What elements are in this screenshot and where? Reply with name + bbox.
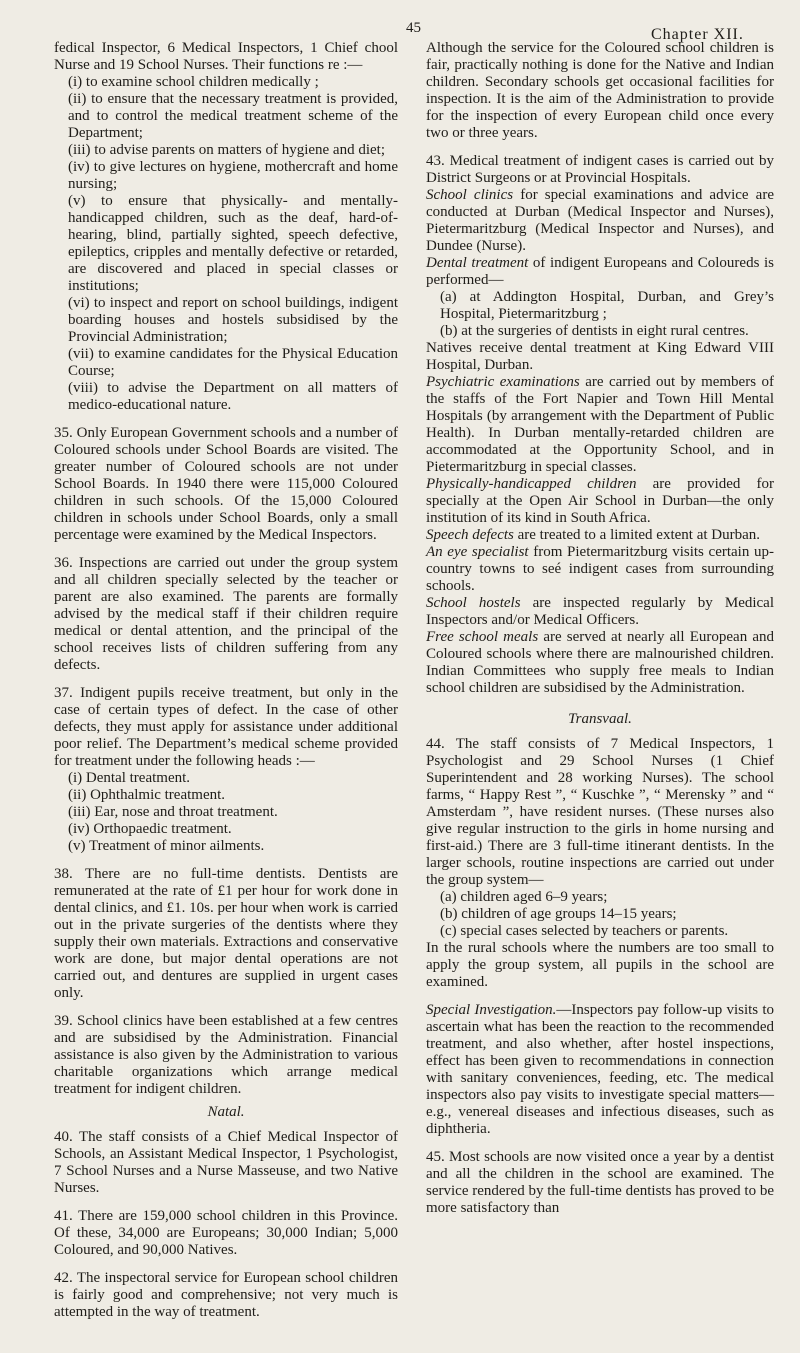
- paragraph-40: 40. The staff consists of a Chief Medical Inspector of Schools, an Assistant Medical Inspector, 1 Psychologist, 7 School Nurses and a Nurse Masseuse, and two Native Nurses.: [54, 1129, 398, 1196]
- psychiatric-paragraph: [426, 374, 774, 476]
- speech-defects-paragraph: [426, 527, 774, 544]
- eye-specialist-lead: An eye specialist: [426, 544, 529, 560]
- paragraph-42: 42. The inspectoral service for European school children is fairly good and comprehensive; not very much is attempted in the way of treatment.: [54, 1270, 398, 1320]
- speech-defects-text: are treated to a limited extent at Durban.: [513, 527, 761, 543]
- physically-handicapped-paragraph: [426, 476, 774, 527]
- free-meals-text: are served at nearly all European and Coloured schools where there are malnourished children. Indian Committees who supply free meals to Indian school children are subsidised by the Administration.: [426, 629, 774, 696]
- paragraph-45: 45. Most schools are now visited once a year by a dentist and all the children in the school are examined. The service rendered by the full-time dentists has proved to be more satisfactory than: [426, 1149, 774, 1216]
- dental-treatment-lead: Dental treatment: [426, 255, 529, 271]
- treatment-item: (v) Treatment of minor ailments.: [68, 838, 265, 854]
- function-item: (iii) to advise parents on matters of hygiene and diet;: [68, 142, 385, 158]
- paragraph-43: 43. Medical treatment of indigent cases is carried out by District Surgeons or at Provincial Hospitals.: [426, 153, 774, 186]
- paragraph-39: 39. School clinics have been established at a few centres and are subsidised by the Administration. Financial assistance is also given by the Administration to various charitable organizations which arrange medical treatment for indigent children.: [54, 1013, 398, 1097]
- dental-treatment-paragraph: [426, 255, 774, 289]
- school-hostels-text: are inspected regularly by Medical Inspectors and/or Medical Officers.: [426, 595, 774, 628]
- eye-specialist-paragraph: [426, 544, 774, 595]
- school-clinics-lead: School clinics: [426, 187, 514, 203]
- special-investigation-lead: Special Investigation.: [426, 1002, 557, 1018]
- natives-paragraph: Natives receive dental treatment at King Edward VIII Hospital, Durban.: [426, 340, 774, 373]
- right-column: [426, 40, 774, 1228]
- school-clinics-text: for special examinations and advice are conducted at Durban (Medical Inspector and Nurses), Pietermaritzburg (Medical Inspector and Nurses), and Dundee (Nurse).: [426, 187, 774, 254]
- school-hostels-lead: School hostels: [426, 595, 521, 611]
- treatment-item: (iv) Orthopaedic treatment.: [68, 821, 232, 837]
- function-item: (v) to ensure that physically- and mentally-handicapped children, such as the deaf, hard-of-hearing, blind, partially sighted, speech defective, epileptics, cripples and mentally defective or retarded, are discovered and placed in special classes or institutions;: [68, 193, 398, 294]
- paragraph-41: 41. There are 159,000 school children in this Province. Of these, 34,000 are Europeans; 30,000 Indian; 5,000 Coloured, and 90,000 Natives.: [54, 1208, 398, 1258]
- rural-schools-paragraph: In the rural schools where the numbers are too small to apply the group system, all pupils in the school are examined.: [426, 940, 774, 990]
- paragraph-37: 37. Indigent pupils receive treatment, but only in the case of certain types of defect. In the case of other defects, they must apply for assistance under additional poor relief. The Department’s medical scheme provided for treatment under the following heads :—: [54, 685, 398, 769]
- function-item: (ii) to ensure that the necessary treatment is provided, and to control the medical treatment scheme of the Department;: [68, 91, 398, 141]
- natal-heading: Natal.: [207, 1104, 245, 1120]
- special-investigation-paragraph: [426, 1002, 774, 1138]
- psychiatric-lead: Psychiatric examinations: [426, 374, 580, 390]
- group-list-item: (a) children aged 6–9 years;: [440, 889, 608, 905]
- transvaal-heading: Transvaal.: [568, 711, 632, 727]
- treatment-item: (i) Dental treatment.: [68, 770, 191, 786]
- physically-handicapped-lead: Physically-handicapped children: [426, 476, 637, 492]
- eye-specialist-text: from Pietermaritzburg visits certain up-country towns to seé indigent cases from surrounding schools.: [426, 544, 774, 594]
- function-item: (i) to examine school children medically ;: [68, 74, 319, 90]
- dental-treatment-text: of indigent Europeans and Coloureds is performed—: [426, 255, 774, 288]
- paragraph-38: 38. There are no full-time dentists. Dentists are remunerated at the rate of £1 per hour for work done in dental clinics, and £1. 10s. per hour when work is carried out in the private surgeries of the dentists where they supply their own materials. Extractions and conservative work are done, but major dental operations are not carried out, and dentures are supplied in urgent cases only.: [54, 866, 398, 1001]
- group-list-item: (b) children of age groups 14–15 years;: [440, 906, 677, 922]
- free-meals-paragraph: [426, 629, 774, 697]
- school-clinics-paragraph: [426, 187, 774, 255]
- intro-paragraph: fedical Inspector, 6 Medical Inspectors, 1 Chief chool Nurse and 19 School Nurses. Their functions re :—: [54, 40, 398, 73]
- dental-list-item: (b) at the surgeries of dentists in eight rural centres.: [440, 323, 749, 339]
- paragraph-35: 35. Only European Government schools and a number of Coloured schools under School Boards are visited. The greater number of Coloured schools are not under School Boards. In 1940 there were 115,000 Coloured children in such schools. Of the 15,000 Coloured children in schools under School Boards, only a small percentage were examined by the Medical Inspectors.: [54, 425, 398, 543]
- function-item: (vi) to inspect and report on school buildings, indigent boarding houses and hostels subsidised by the Provincial Administration;: [68, 295, 398, 345]
- group-list-item: (c) special cases selected by teachers or parents.: [440, 923, 729, 939]
- free-meals-lead: Free school meals: [426, 629, 539, 645]
- paragraph-44: 44. The staff consists of 7 Medical Inspectors, 1 Psychologist and 29 School Nurses (1 Chief Superintendent and 28 working Nurses). The school farms, “ Happy Rest ”, “ Kuschke ”, “ Merensky ” and “ Amsterdam ”, have resident nurses. (These nurses also give regular instruction to the girls in home nursing and first-aid.) There are 3 full-time itinerant dentists. In the larger schools, routine inspections are carried out under the group system—: [426, 736, 774, 888]
- chapter-heading: Chapter XII.: [651, 26, 744, 43]
- dental-list-item: (a) at Addington Hospital, Durban, and Grey’s Hospital, Pietermaritzburg ;: [440, 289, 774, 322]
- continued-paragraph: Although the service for the Coloured school children is fair, practically nothing is done for the Native and Indian children. Secondary schools get occasional facilities for inspection. It is the aim of the Administration to provide for the inspection of every European child once every two or three years.: [426, 40, 774, 141]
- physically-handicapped-text: are provided for specially at the Open Air School in Durban—the only institution of its kind in South Africa.: [426, 476, 774, 526]
- treatment-item: (iii) Ear, nose and throat treatment.: [68, 804, 278, 820]
- left-column: [54, 40, 398, 1332]
- school-hostels-paragraph: [426, 595, 774, 629]
- psychiatric-text: are carried out by members of the staffs of the Fort Napier and Town Hill Mental Hospitals (by arrangement with the Department of Public Health). In Durban mentally-retarded children are accommodated at the Opportunity School, and in Pietermaritzburg in special classes.: [426, 374, 774, 475]
- treatment-item: (ii) Ophthalmic treatment.: [68, 787, 226, 803]
- function-item: (iv) to give lectures on hygiene, mothercraft and home nursing;: [68, 159, 398, 192]
- speech-defects-lead: Speech defects: [426, 527, 514, 543]
- function-item: (viii) to advise the Department on all matters of medico-educational nature.: [68, 380, 398, 413]
- paragraph-36: 36. Inspections are carried out under the group system and all children specially selected by the teacher or parent are also examined. The parents are formally advised by the medical staff if their children require medical or dental attention, and the principal of the school receives lists of children suffering from any defects.: [54, 555, 398, 673]
- page-number: 45: [406, 20, 421, 36]
- special-investigation-text: —Inspectors pay follow-up visits to ascertain what has been the reaction to the recommended treatment, and also whether, after hostel inspections, effect has been given to recommendations in connection with sanitary conveniences, feeding, etc. The medical inspectors also pay visits to investigate special matters—e.g., venereal diseases and infectious diseases, such as diphtheria.: [426, 1002, 775, 1137]
- function-item: (vii) to examine candidates for the Physical Education Course;: [68, 346, 398, 379]
